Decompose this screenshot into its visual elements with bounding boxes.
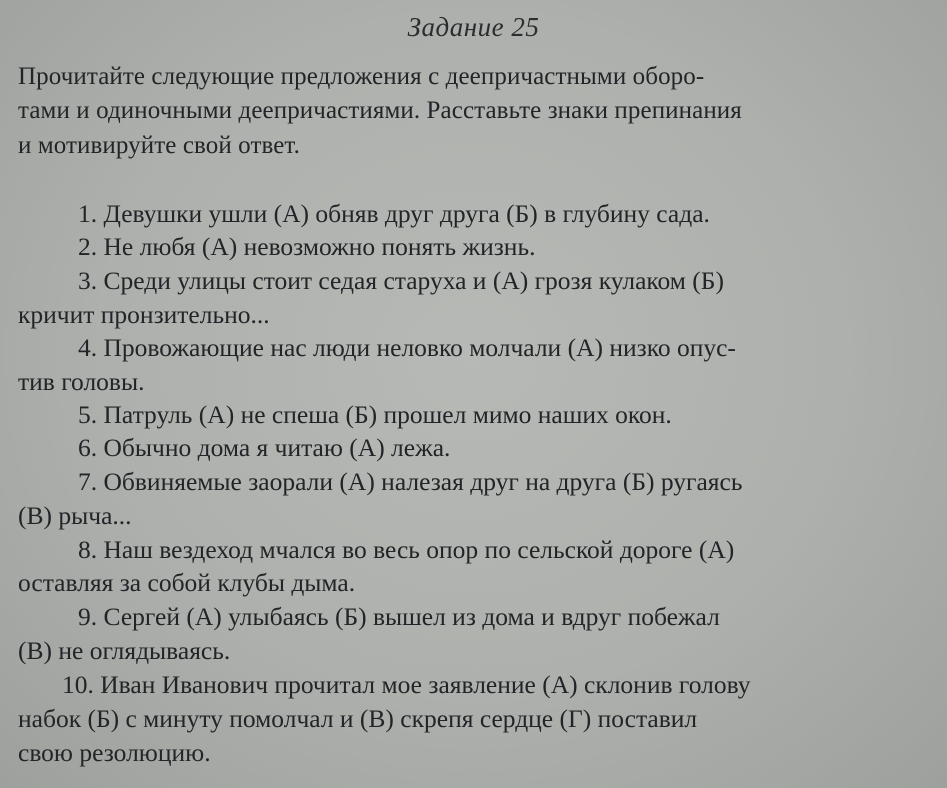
sentence-2: 2. Не любя (А) невозможно понять жизнь. [78,232,536,261]
sentence-4: 4. Провожающие нас люди неловко молчали (А) низко опус- [78,333,736,362]
sentence-9-continuation: (В) не оглядываясь. [18,636,231,665]
instruction-line: тами и одиночными деепричастиями. Расставьте знаки препинания [18,97,742,124]
sentence-3: 3. Среди улицы стоит седая старуха и (А) грозя кулаком (Б) [78,266,724,295]
sentence-10-continuation: свою резолюцию. [18,738,211,767]
sentence-8-continuation: оставляя за собой клубы дыма. [18,568,356,597]
sentence-1: 1. Девушки ушли (А) обняв друг друга (Б) в глубину сада. [78,199,710,228]
sentence-8: 8. Наш вездеход мчался во весь опор по сельской дороге (А) [78,535,735,564]
sentence-9: 9. Сергей (А) улыбаясь (Б) вышел из дома и вдруг побежал [78,602,720,631]
sentence-10: 10. Иван Иванович прочитал мое заявление (А) склонив голову [62,670,751,699]
sentence-7-continuation: (В) рыча... [18,501,132,530]
sentence-4-continuation: тив головы. [18,367,145,396]
instruction-line: и мотивируйте свой ответ. [18,132,300,159]
sentence-10-continuation: набок (Б) с минуту помолчал и (В) скрепя сердце (Г) поставил [18,704,698,733]
sentence-7: 7. Обвиняемые заорали (А) налезая друг на друга (Б) ругаясь [78,467,743,496]
task-title: Задание 25 [407,12,540,42]
sentence-6: 6. Обычно дома я читаю (А) лежа. [78,433,451,462]
sentence-3-continuation: кричит пронзительно... [18,300,270,329]
sentence-5: 5. Патруль (А) не спеша (Б) прошел мимо наших окон. [78,400,672,429]
instruction-line: Прочитайте следующие предложения с деепричастными оборо- [18,63,705,90]
